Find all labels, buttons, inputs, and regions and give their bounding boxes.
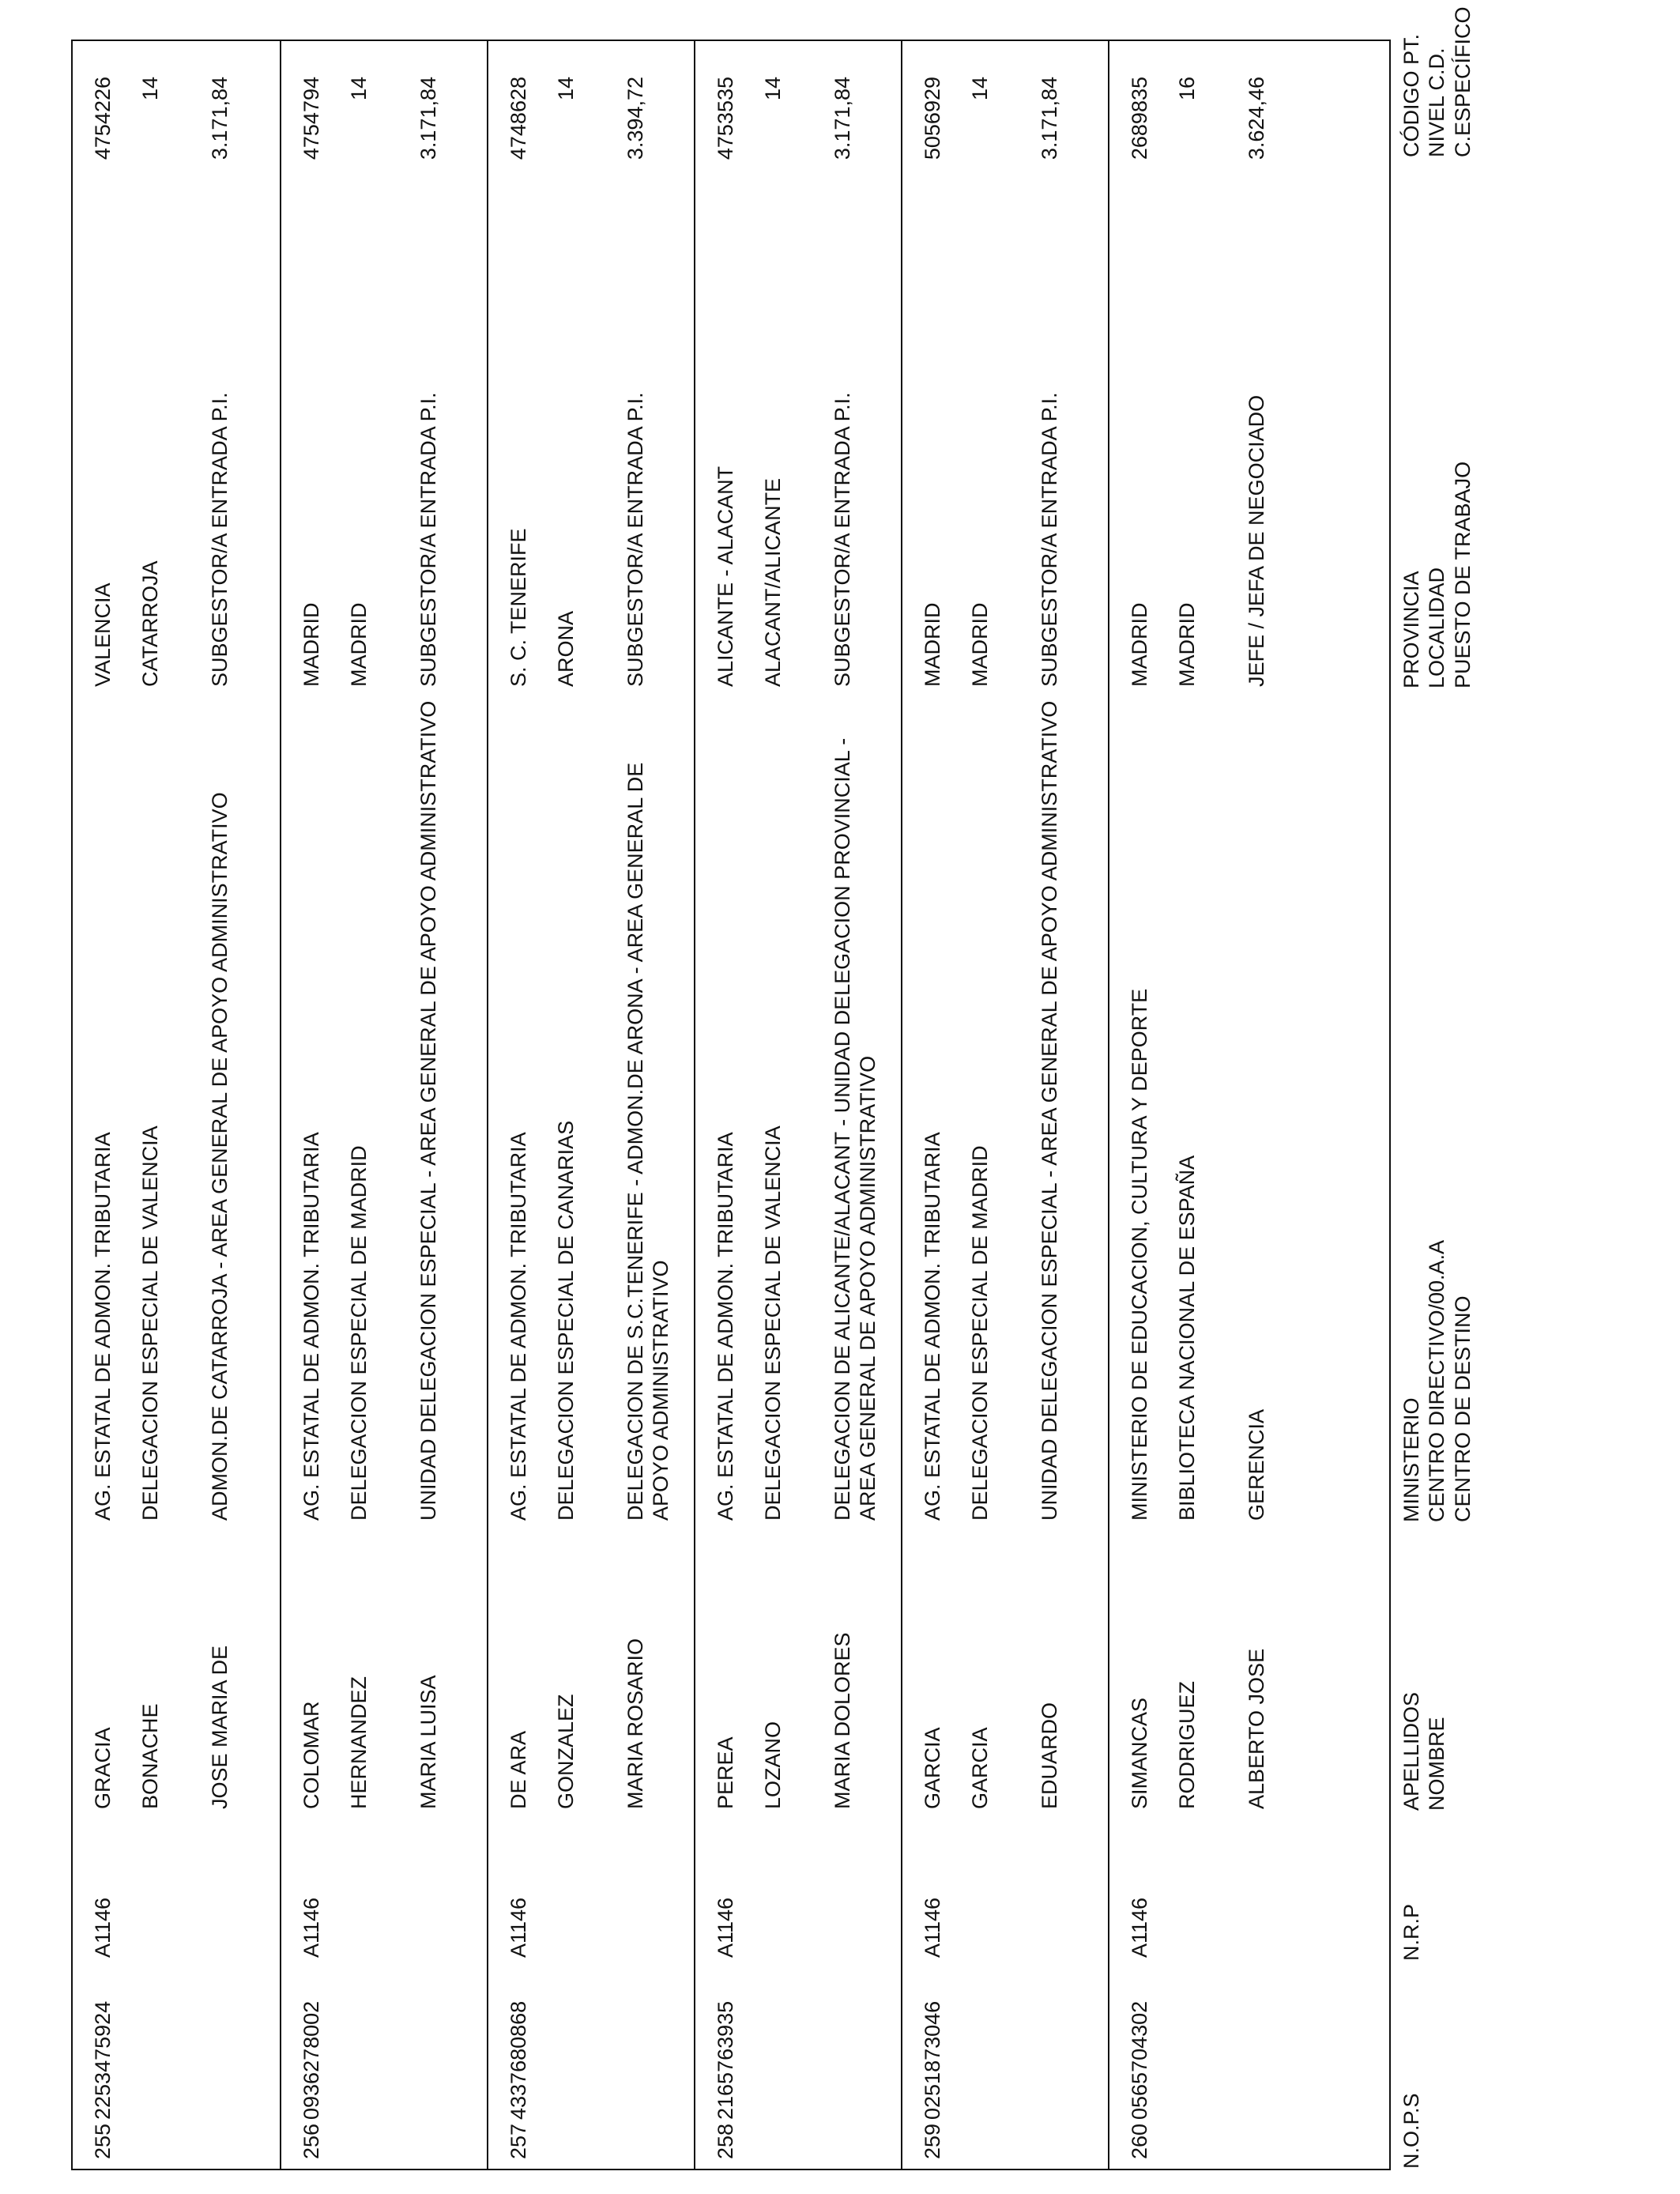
header-puesto-label: PUESTO DE TRABAJO bbox=[1450, 461, 1475, 688]
header-centro-destino-label: CENTRO DE DESTINO bbox=[1450, 1295, 1475, 1522]
record-nivel: 16 bbox=[1175, 77, 1199, 101]
record-provincia: MADRID bbox=[299, 602, 323, 687]
record-nops: 4337680868 bbox=[507, 2000, 530, 2120]
header-nrp bbox=[1399, 1904, 1424, 1961]
record-centro-directivo: BIBLIOTECA NACIONAL DE ESPAÑA bbox=[1175, 1155, 1199, 1521]
record-apellido2: HERNANDEZ bbox=[347, 1676, 371, 1809]
record-provincia: VALENCIA bbox=[91, 582, 115, 687]
record-row bbox=[73, 41, 280, 2169]
record-codigo: 4754226 bbox=[91, 77, 115, 160]
record-localidad: MADRID bbox=[1175, 602, 1199, 687]
record-ministerio: AG. ESTATAL DE ADMON. TRIBUTARIA bbox=[714, 1132, 737, 1521]
record-centro-destino: UNIDAD DELEGACION ESPECIAL - AREA GENERAL DE APOYO ADMINISTRATIVO bbox=[416, 700, 440, 1521]
record-nrp: A1146 bbox=[921, 1897, 944, 1958]
record-nops: 0936278002 bbox=[299, 2000, 323, 2120]
record-nombre: MARIA DOLORES bbox=[831, 1632, 854, 1809]
record-localidad: CATARROJA bbox=[138, 560, 162, 687]
record-nivel: 14 bbox=[761, 77, 785, 101]
header-provincia-label: PROVINCIA bbox=[1399, 571, 1423, 688]
record-centro-directivo: DELEGACION ESPECIAL DE MADRID bbox=[968, 1145, 992, 1521]
record-apellido1: DE ARA bbox=[507, 1730, 530, 1809]
record-centro-directivo: DELEGACION ESPECIAL DE MADRID bbox=[347, 1145, 371, 1521]
record-puesto: SUBGESTOR/A ENTRADA P.I. bbox=[623, 392, 647, 687]
record-apellido2: BONACHE bbox=[138, 1703, 162, 1809]
record-centro-destino: ADMON.DE CATARROJA - AREA GENERAL DE APOYO ADMINISTRATIVO bbox=[208, 792, 232, 1521]
record-number: 255 bbox=[91, 2123, 115, 2159]
record-provincia: S. C. TENERIFE bbox=[507, 528, 530, 687]
header-apellidos-label: APELLIDOS bbox=[1399, 1691, 1423, 1811]
record-nivel: 14 bbox=[138, 77, 162, 101]
header-ministerio bbox=[1399, 1240, 1475, 1522]
header-localidad-label: LOCALIDAD bbox=[1425, 567, 1449, 688]
record-provincia: ALICANTE - ALACANT bbox=[714, 466, 737, 687]
record-apellido2: GARCIA bbox=[968, 1727, 992, 1809]
record-especifico: 3.171,84 bbox=[1038, 77, 1061, 160]
record-nops: 2253475924 bbox=[91, 2000, 115, 2120]
record-apellido2: LOZANO bbox=[761, 1721, 785, 1809]
header-nivel-label: NIVEL C.D. bbox=[1425, 47, 1449, 157]
record-localidad: MADRID bbox=[968, 602, 992, 687]
record-puesto: SUBGESTOR/A ENTRADA P.I. bbox=[416, 392, 440, 687]
record-especifico: 3.171,84 bbox=[208, 77, 232, 160]
record-codigo: 5056929 bbox=[921, 77, 944, 160]
record-row bbox=[901, 41, 1108, 2169]
header-especifico-label: C.ESPECÍFICO bbox=[1450, 6, 1475, 157]
record-apellido1: GRACIA bbox=[91, 1727, 115, 1809]
record-row bbox=[280, 41, 487, 2169]
record-localidad: ARONA bbox=[554, 610, 578, 687]
header-ministerio-label: MINISTERIO bbox=[1399, 1397, 1423, 1522]
header-nops-label: N.O.P.S bbox=[1399, 2093, 1423, 2169]
record-apellido1: COLOMAR bbox=[299, 1701, 323, 1809]
record-especifico: 3.624,46 bbox=[1245, 77, 1268, 160]
header-codigo bbox=[1399, 6, 1475, 157]
header-apellidos bbox=[1399, 1692, 1450, 1811]
record-nombre: MARIA ROSARIO bbox=[623, 1638, 647, 1809]
record-especifico: 3.394,72 bbox=[623, 77, 647, 160]
record-apellido1: GARCIA bbox=[921, 1727, 944, 1809]
record-nivel: 14 bbox=[968, 77, 992, 101]
header-centro-directivo-label: CENTRO DIRECTIVO/00.A.A bbox=[1425, 1239, 1449, 1522]
record-nrp: A1146 bbox=[714, 1897, 737, 1958]
record-nrp: A1146 bbox=[507, 1897, 530, 1958]
record-ministerio: MINISTERIO DE EDUCACION, CULTURA Y DEPORTE bbox=[1128, 988, 1151, 1521]
record-especifico: 3.171,84 bbox=[831, 77, 854, 160]
record-codigo: 4748628 bbox=[507, 77, 530, 160]
header-provincia bbox=[1399, 462, 1475, 688]
record-apellido1: SIMANCAS bbox=[1128, 1697, 1151, 1809]
record-nrp: A1146 bbox=[91, 1897, 115, 1958]
record-puesto: SUBGESTOR/A ENTRADA P.I. bbox=[208, 392, 232, 687]
record-nivel: 14 bbox=[554, 77, 578, 101]
record-centro-destino: UNIDAD DELEGACION ESPECIAL - AREA GENERAL DE APOYO ADMINISTRATIVO bbox=[1038, 700, 1061, 1521]
record-nombre: JOSE MARIA DE bbox=[208, 1645, 232, 1809]
record-codigo: 4753535 bbox=[714, 77, 737, 160]
record-ministerio: AG. ESTATAL DE ADMON. TRIBUTARIA bbox=[921, 1132, 944, 1521]
record-centro-directivo: DELEGACION ESPECIAL DE CANARIAS bbox=[554, 1120, 578, 1521]
record-puesto: SUBGESTOR/A ENTRADA P.I. bbox=[1038, 392, 1061, 687]
record-nrp: A1146 bbox=[299, 1897, 323, 1958]
record-centro-directivo: DELEGACION ESPECIAL DE VALENCIA bbox=[761, 1125, 785, 1521]
record-row bbox=[487, 41, 694, 2169]
record-codigo: 4754794 bbox=[299, 77, 323, 160]
record-especifico: 3.171,84 bbox=[416, 77, 440, 160]
record-ministerio: AG. ESTATAL DE ADMON. TRIBUTARIA bbox=[91, 1132, 115, 1521]
record-ministerio: AG. ESTATAL DE ADMON. TRIBUTARIA bbox=[299, 1132, 323, 1521]
record-puesto: SUBGESTOR/A ENTRADA P.I. bbox=[831, 392, 854, 687]
record-localidad: ALACANT/ALICANTE bbox=[761, 477, 785, 687]
record-number: 260 bbox=[1128, 2123, 1151, 2159]
record-codigo: 2689835 bbox=[1128, 77, 1151, 160]
header-nrp-label: N.R.P bbox=[1399, 1903, 1423, 1961]
record-number: 257 bbox=[507, 2123, 530, 2159]
record-row bbox=[694, 41, 901, 2169]
record-number: 259 bbox=[921, 2123, 944, 2159]
records-table bbox=[71, 40, 1391, 2170]
record-localidad: MADRID bbox=[347, 602, 371, 687]
record-number: 256 bbox=[299, 2123, 323, 2159]
record-apellido1: PEREA bbox=[714, 1736, 737, 1809]
header-nombre-label: NOMBRE bbox=[1425, 1717, 1449, 1811]
record-row bbox=[1108, 41, 1313, 2169]
record-ministerio: AG. ESTATAL DE ADMON. TRIBUTARIA bbox=[507, 1132, 530, 1521]
record-provincia: MADRID bbox=[1128, 602, 1151, 687]
record-apellido2: RODRIGUEZ bbox=[1175, 1681, 1199, 1809]
record-nops: 0251873046 bbox=[921, 2000, 944, 2120]
record-nombre: ALBERTO JOSE bbox=[1245, 1648, 1268, 1809]
record-puesto: JEFE / JEFA DE NEGOCIADO bbox=[1245, 394, 1268, 687]
record-nombre: MARIA LUISA bbox=[416, 1675, 440, 1809]
record-centro-destino: DELEGACION DE S.C.TENERIFE - ADMON.DE ARONA - AREA GENERAL DE APOYO ADMINISTRATIVO bbox=[623, 762, 673, 1521]
record-nops: 2165763935 bbox=[714, 2000, 737, 2120]
record-number: 258 bbox=[714, 2123, 737, 2159]
record-nivel: 14 bbox=[347, 77, 371, 101]
record-nops: 0565704302 bbox=[1128, 2000, 1151, 2120]
record-nombre: EDUARDO bbox=[1038, 1702, 1061, 1809]
record-provincia: MADRID bbox=[921, 602, 944, 687]
header-nops bbox=[1399, 2093, 1424, 2169]
record-centro-directivo: DELEGACION ESPECIAL DE VALENCIA bbox=[138, 1125, 162, 1521]
record-centro-destino: GERENCIA bbox=[1245, 1408, 1268, 1521]
record-centro-destino: DELEGACION DE ALICANTE/ALACANT - UNIDAD DELEGACION PROVINCIAL - AREA GENERAL DE APOYO ADMINISTRATIVO bbox=[831, 737, 880, 1521]
record-apellido2: GONZALEZ bbox=[554, 1694, 578, 1809]
record-nrp: A1146 bbox=[1128, 1897, 1151, 1958]
header-codigo-label: CÓDIGO PT. bbox=[1399, 33, 1423, 157]
